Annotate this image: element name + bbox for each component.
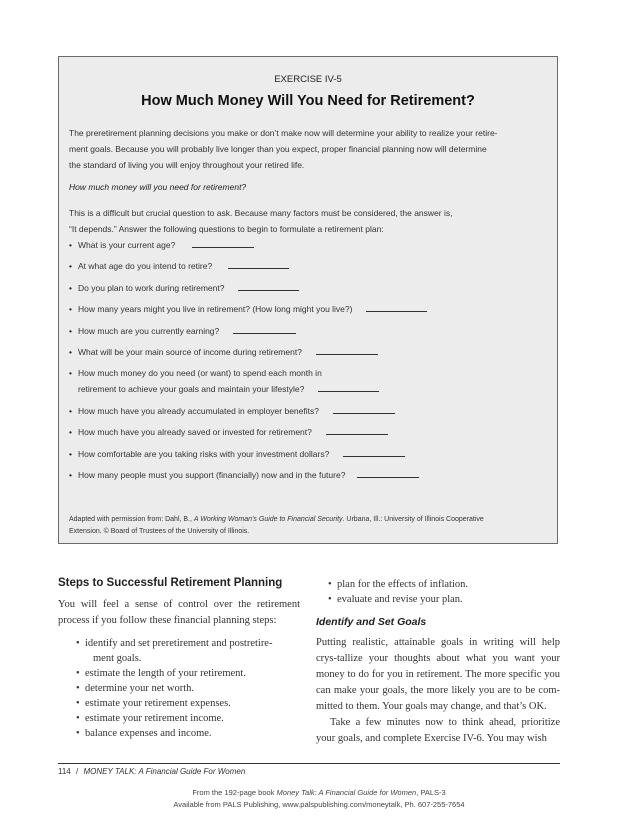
answer-blank[interactable] bbox=[233, 323, 296, 334]
question-item: • What is your current age? bbox=[69, 237, 549, 253]
footer-credit: From the 192-page book Money Talk: A Financial Guide for Women, PALS-3 Available from PALS Publishing, www.palspublishing.com/moneytalk, Ph. 607-255-7654 bbox=[173, 788, 465, 809]
exercise-question-heading: How much money will you need for retirement? bbox=[69, 182, 247, 192]
book-title: MONEY TALK: A Financial Guide For Women bbox=[83, 767, 246, 776]
page-number: 114 bbox=[58, 767, 71, 776]
steps-list-continued bbox=[316, 577, 560, 607]
question-item: • How many years might you live in retirement? (How long might you live?) bbox=[69, 301, 549, 317]
step-item: • evaluate and revise your plan. bbox=[328, 592, 560, 607]
question-item: • Do you plan to work during retirement? bbox=[69, 280, 549, 296]
left-column bbox=[58, 577, 300, 741]
footer-separator: / bbox=[76, 767, 79, 776]
question-item: • How much have you already accumulated in employer benefits? bbox=[69, 403, 549, 419]
footer-rule bbox=[58, 763, 560, 764]
goals-paragraph-2: Take a few minutes now to think ahead, prioritize your goals, and complete Exercise IV-6. You may wish bbox=[316, 717, 560, 744]
exercise-label: EXERCISE IV-5 bbox=[274, 74, 342, 85]
answer-blank[interactable] bbox=[343, 446, 405, 457]
question-item: • How many people must you support (financially) now and in the future? bbox=[69, 467, 549, 483]
step-item: • estimate your retirement income. bbox=[76, 711, 300, 726]
answer-blank[interactable] bbox=[333, 403, 395, 414]
right-column bbox=[316, 577, 560, 747]
question-item: • How much have you already saved or invested for retirement? bbox=[69, 424, 549, 440]
exercise-title: How Much Money Will You Need for Retirement? bbox=[141, 93, 475, 109]
answer-blank[interactable] bbox=[192, 237, 254, 248]
answer-blank[interactable] bbox=[318, 381, 379, 392]
question-item: • How much are you currently earning? bbox=[69, 323, 549, 339]
answer-blank[interactable] bbox=[228, 258, 289, 269]
exercise-lead: This is a difficult but crucial question to ask. Because many factors must be considered, the answer is, “It depends.” Answer the following questions to begin to formulate a retirement plan: bbox=[69, 208, 453, 234]
question-item: • At what age do you intend to retire? bbox=[69, 258, 549, 274]
page-footer bbox=[58, 767, 245, 776]
question-item: • What will be your main source of income during retirement? bbox=[69, 344, 549, 360]
answer-blank[interactable] bbox=[366, 301, 427, 312]
question-item: • How comfortable are you taking risks with your investment dollars? bbox=[69, 446, 549, 462]
step-item: • estimate your retirement expenses. bbox=[76, 696, 300, 711]
goals-paragraph: Putting realistic, attainable goals in writing will help crys-tallize your thoughts about what you want your money to do for you in retirement. The more specific you can make your goals, the more likely you are to be com-mitted to them. Your goals may change, and that’s OK. bbox=[316, 637, 560, 712]
step-item: • estimate the length of your retirement. bbox=[76, 666, 300, 681]
question-item: • How much money do you need (or want) to spend each month in retirement to achieve your goals and maintain your lifestyle? bbox=[69, 365, 549, 397]
answer-blank[interactable] bbox=[357, 467, 419, 478]
answer-blank[interactable] bbox=[238, 280, 299, 291]
question-list bbox=[69, 237, 549, 488]
steps-list bbox=[58, 636, 300, 741]
steps-heading: Steps to Successful Retirement Planning bbox=[58, 577, 283, 589]
step-item: • determine your net worth. bbox=[76, 681, 300, 696]
step-item: • identify and set preretirement and postretire- ment goals. bbox=[76, 636, 300, 666]
steps-intro: You will feel a sense of control over the retirement process if you follow these financial planning steps: bbox=[58, 599, 300, 626]
exercise-credit: Adapted with permission from: Dahl, B., A Working Woman’s Guide to Financial Security. Urbana, Ill.: University of Illinois Cooperative Extension. © Board of Trustees of the University of Illinois. bbox=[69, 516, 484, 535]
step-item: • plan for the effects of inflation. bbox=[328, 577, 560, 592]
exercise-intro: The preretirement planning decisions you make or don’t make now will determine your ability to realize your retire- ment goals. Because you will probably live longer than you expect, proper financial planning now will determine the standard of living you will enjoy throughout your retired life. bbox=[69, 128, 498, 170]
goals-heading: Identify and Set Goals bbox=[316, 616, 427, 628]
exercise-box bbox=[58, 56, 558, 544]
step-item: • balance expenses and income. bbox=[76, 726, 300, 741]
answer-blank[interactable] bbox=[316, 344, 378, 355]
answer-blank[interactable] bbox=[326, 424, 388, 435]
